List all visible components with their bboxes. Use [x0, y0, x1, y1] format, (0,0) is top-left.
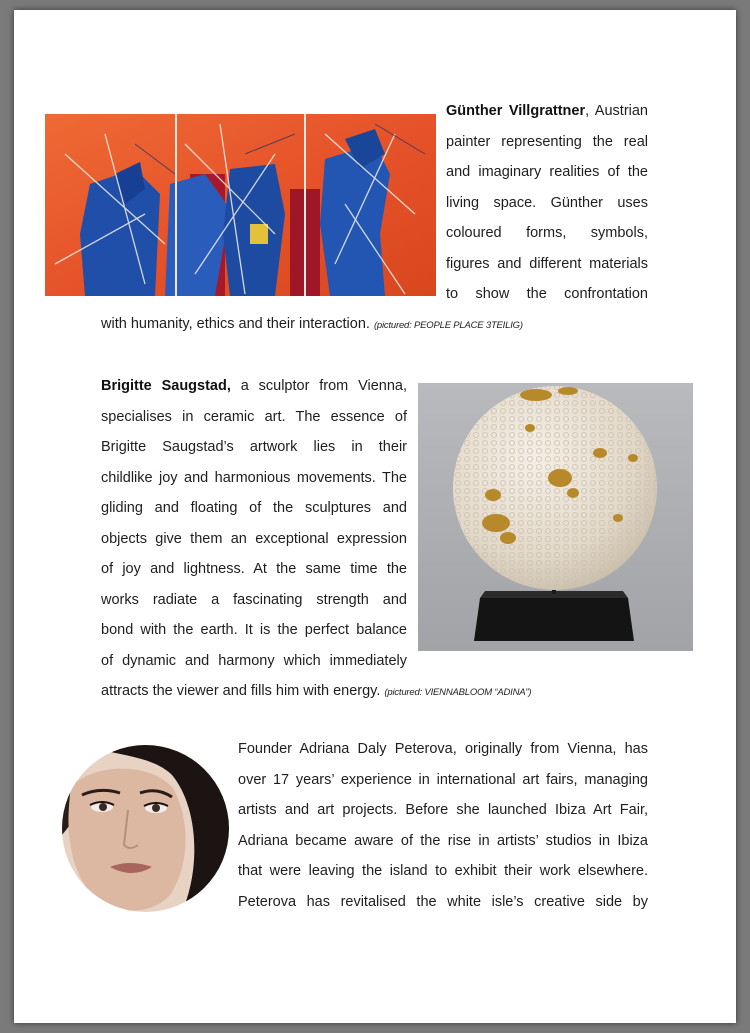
- section1-last-line: with humanity, ethics and their interaction. (pictured: PEOPLE PLACE 3TEILIG): [101, 316, 523, 332]
- section2-artist-name: Brigitte Saugstad,: [101, 378, 231, 394]
- section2-caption: (pictured: VIENNABLOOM “ADINA”): [384, 687, 532, 698]
- section2-last-line: attracts the viewer and fills him with energy. (pictured: VIENNABLOOM “ADINA”): [101, 683, 532, 699]
- section2-text: Brigitte Saugstad, a sculptor from Vienna, specialises in ceramic art. The essence of Brigitte Saugstad’s artwork lies in their childlike joy and harmonious movements. The gliding and floating of the sculptures and objects give them an exceptional expression of joy and lightness. At the same time the works radiate a fascinating strength and bond with the earth. It is the perfect balance of dynamic and harmony which immediately: [101, 378, 407, 669]
- section1-text: Günther Villgrattner, Austrian painter representing the real and imaginary realities of the living space. Günther uses coloured forms, symbols, figures and different materials to show the confrontation: [446, 103, 648, 302]
- sculpture-viennabloom-image: [418, 383, 693, 651]
- section1-artist-name: Günther Villgrattner: [446, 103, 586, 119]
- document-page: [14, 10, 736, 1023]
- section1-caption: (pictured: PEOPLE PLACE 3TEILIG): [373, 320, 523, 331]
- founder-portrait-image: [62, 745, 229, 912]
- section3-text: Founder Adriana Daly Peterova, originally from Vienna, has over 17 years’ experience in international art fairs, managing artists and art projects. Before she launched Ibiza Art Fair, Adriana became aware of the rise in artists’ studios in Ibiza that were leaving the island to exhibit their work elsewhere. Peterova has revitalised the white isle’s creative side by: [238, 741, 648, 910]
- painting-people-place-image: [45, 114, 436, 296]
